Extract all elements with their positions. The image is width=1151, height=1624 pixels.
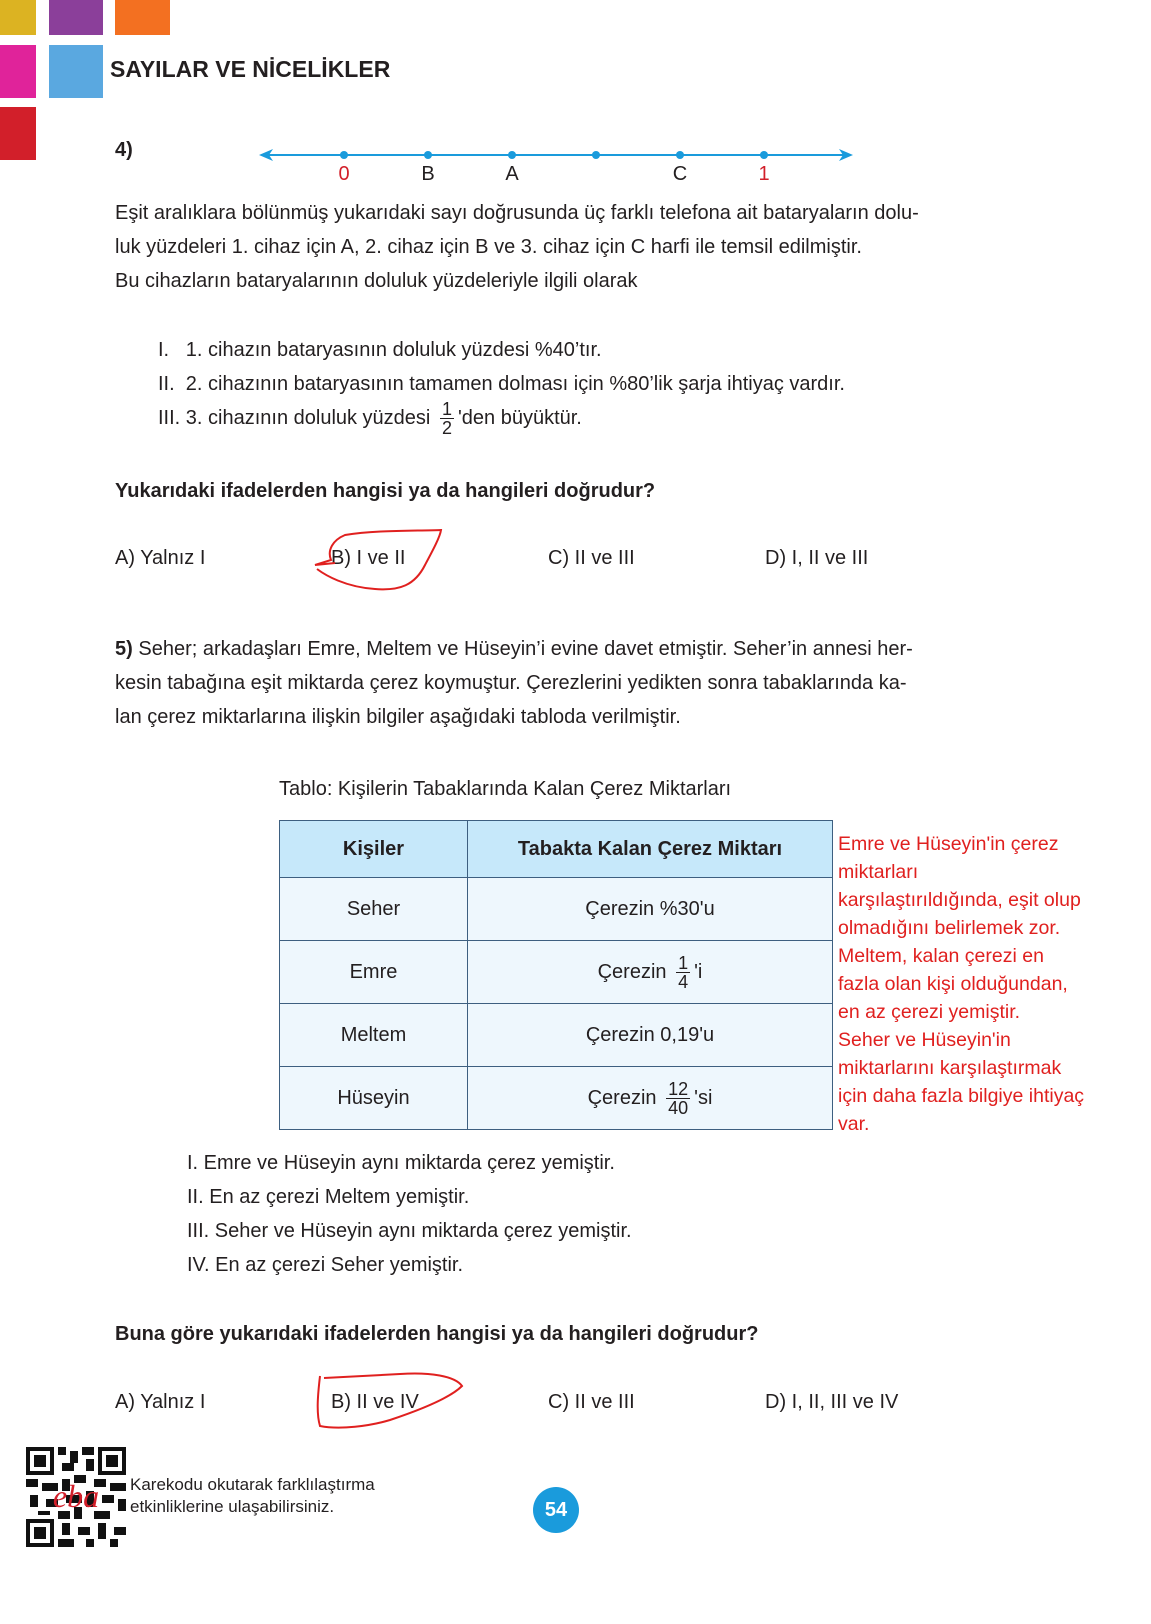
q4-option-d[interactable]: D) I, II ve III bbox=[765, 547, 869, 569]
q5-option-a[interactable]: A) Yalnız I bbox=[115, 1391, 206, 1413]
number-line-label-1: 1 bbox=[758, 163, 770, 185]
annotation-line: en az çerezi yemiştir. bbox=[838, 1001, 1021, 1023]
annotation-line: Meltem, kalan çerezi en bbox=[838, 945, 1044, 967]
cell-name: Seher bbox=[280, 878, 468, 941]
page-number: 54 bbox=[544, 1498, 568, 1521]
page-title: SAYILAR VE NİCELİKLER bbox=[110, 56, 391, 82]
column-header: Tabakta Kalan Çerez Miktarı bbox=[468, 821, 833, 878]
question-4-number: 4) bbox=[115, 139, 133, 161]
table-row bbox=[280, 878, 833, 941]
annotation-line: miktarları bbox=[838, 861, 919, 883]
qr-caption-line: Karekodu okutarak farklılaştırma bbox=[130, 1475, 375, 1494]
cell-value bbox=[468, 941, 833, 1004]
column-header: Kişiler bbox=[280, 821, 468, 878]
q5-question: Buna göre yukarıdaki ifadelerden hangisi ya da hangileri doğrudur? bbox=[115, 1323, 759, 1345]
annotation-line: Emre ve Hüseyin'in çerez bbox=[838, 833, 1059, 855]
decor-square bbox=[0, 107, 36, 160]
svg-text:eba: eba bbox=[52, 1478, 100, 1514]
text: Çerezin bbox=[597, 960, 667, 983]
number-line-label-a: A bbox=[505, 163, 519, 185]
handwritten-annotation bbox=[838, 830, 1084, 1138]
number-line-label-c: C bbox=[672, 163, 688, 185]
cell-name: Hüseyin bbox=[280, 1067, 468, 1130]
red-circle-mark bbox=[305, 525, 450, 595]
annotation-line: için daha fazla bilgiye ihtiyaç bbox=[838, 1085, 1085, 1107]
red-circle-mark bbox=[310, 1368, 470, 1434]
cell-name: Emre bbox=[280, 941, 468, 1004]
qr-code[interactable] bbox=[26, 1447, 126, 1547]
decor-square bbox=[0, 0, 36, 35]
q4-question: Yukarıdaki ifadelerden hangisi ya da hangileri doğrudur? bbox=[115, 480, 656, 502]
text: Çerezin bbox=[587, 1086, 657, 1109]
q5-paragraph-line: kesin tabağına eşit miktarda çerez koymuştur. Çerezlerini yedikten sonra tabaklarında ka- bbox=[115, 672, 907, 694]
question-5-number: 5) bbox=[115, 638, 133, 660]
decor-square bbox=[49, 0, 103, 35]
q4-option-c[interactable]: C) II ve III bbox=[548, 547, 635, 569]
q4-option-a[interactable]: A) Yalnız I bbox=[115, 547, 206, 569]
cookie-table bbox=[279, 820, 833, 1130]
fraction bbox=[440, 400, 454, 437]
q5-statement: III. Seher ve Hüseyin aynı miktarda çerez yemiştir. bbox=[187, 1220, 632, 1242]
qr-caption-line: etkinliklerine ulaşabilirsiniz. bbox=[130, 1497, 335, 1516]
text: III. 3. cihazının doluluk yüzdesi bbox=[158, 406, 431, 429]
annotation-line: var. bbox=[838, 1113, 870, 1135]
annotation-line: Seher ve Hüseyin'in bbox=[838, 1029, 1011, 1051]
q5-paragraph-line bbox=[115, 638, 913, 661]
annotation-line: karşılaştırıldığında, eşit olup bbox=[838, 889, 1081, 911]
table-caption: Tablo: Kişilerin Tabaklarında Kalan Çerez Miktarları bbox=[279, 778, 732, 800]
annotation-line: miktarlarını karşılaştırmak bbox=[838, 1057, 1062, 1079]
q5-statement: I. Emre ve Hüseyin aynı miktarda çerez yemiştir. bbox=[187, 1152, 615, 1174]
decor-square bbox=[115, 0, 170, 35]
numerator: 1 bbox=[441, 399, 452, 419]
annotation-line: olmadığını belirlemek zor. bbox=[838, 917, 1061, 939]
text: 'den büyüktür. bbox=[457, 406, 582, 429]
cell-value bbox=[468, 1067, 833, 1130]
q4-statement: I. 1. cihazın bataryasının doluluk yüzdesi %40’tır. bbox=[158, 339, 602, 361]
numerator: 12 bbox=[668, 1078, 689, 1099]
cell-name: Meltem bbox=[280, 1004, 468, 1067]
table-header-row bbox=[280, 821, 833, 878]
q4-statement: II. 2. cihazının bataryasının tamamen dolması için %80’lik şarja ihtiyaç vardır. bbox=[158, 373, 845, 395]
q4-paragraph-line: luk yüzdeleri 1. cihaz için A, 2. cihaz için B ve 3. cihaz için C harfi ile temsil edilmiştir. bbox=[115, 236, 862, 258]
text: Seher; arkadaşları Emre, Meltem ve Hüseyin’i evine davet etmiştir. Seher’in annesi her- bbox=[132, 638, 913, 660]
annotation-line: fazla olan kişi olduğundan, bbox=[838, 973, 1068, 995]
q5-statement: IV. En az çerezi Seher yemiştir. bbox=[187, 1254, 464, 1276]
number-line bbox=[255, 145, 857, 165]
numerator: 1 bbox=[678, 952, 689, 973]
cell-value: Çerezin 0,19'u bbox=[468, 1004, 833, 1067]
denominator: 4 bbox=[678, 971, 689, 992]
q4-paragraph-line: Bu cihazların bataryalarının doluluk yüzdeleriyle ilgili olarak bbox=[115, 270, 638, 292]
denominator: 2 bbox=[441, 418, 452, 438]
q4-statement bbox=[158, 400, 582, 437]
q5-option-d[interactable]: D) I, II, III ve IV bbox=[765, 1391, 899, 1413]
q5-option-c[interactable]: C) II ve III bbox=[548, 1391, 635, 1413]
fraction bbox=[676, 954, 690, 991]
q5-option-b[interactable]: B) II ve IV bbox=[331, 1391, 419, 1413]
denominator: 40 bbox=[668, 1097, 689, 1118]
page-number-badge bbox=[533, 1487, 579, 1533]
decor-square bbox=[0, 45, 36, 98]
text: 'si bbox=[694, 1086, 713, 1109]
table-row bbox=[280, 1067, 833, 1130]
q5-statement: II. En az çerezi Meltem yemiştir. bbox=[187, 1186, 470, 1208]
decor-square bbox=[49, 45, 103, 98]
fraction bbox=[666, 1080, 690, 1117]
number-line-label-0: 0 bbox=[338, 163, 350, 185]
q5-paragraph-line: lan çerez miktarlarına ilişkin bilgiler aşağıdaki tabloda verilmiştir. bbox=[115, 706, 681, 728]
table-row bbox=[280, 1004, 833, 1067]
number-line-label-b: B bbox=[421, 163, 435, 185]
q4-option-b[interactable]: B) I ve II bbox=[331, 547, 406, 569]
text: 'i bbox=[694, 960, 703, 983]
q4-paragraph-line: Eşit aralıklara bölünmüş yukarıdaki sayı doğrusunda üç farklı telefona ait bataryaların dolu- bbox=[115, 202, 919, 224]
cell-value: Çerezin %30'u bbox=[468, 878, 833, 941]
table-row bbox=[280, 941, 833, 1004]
